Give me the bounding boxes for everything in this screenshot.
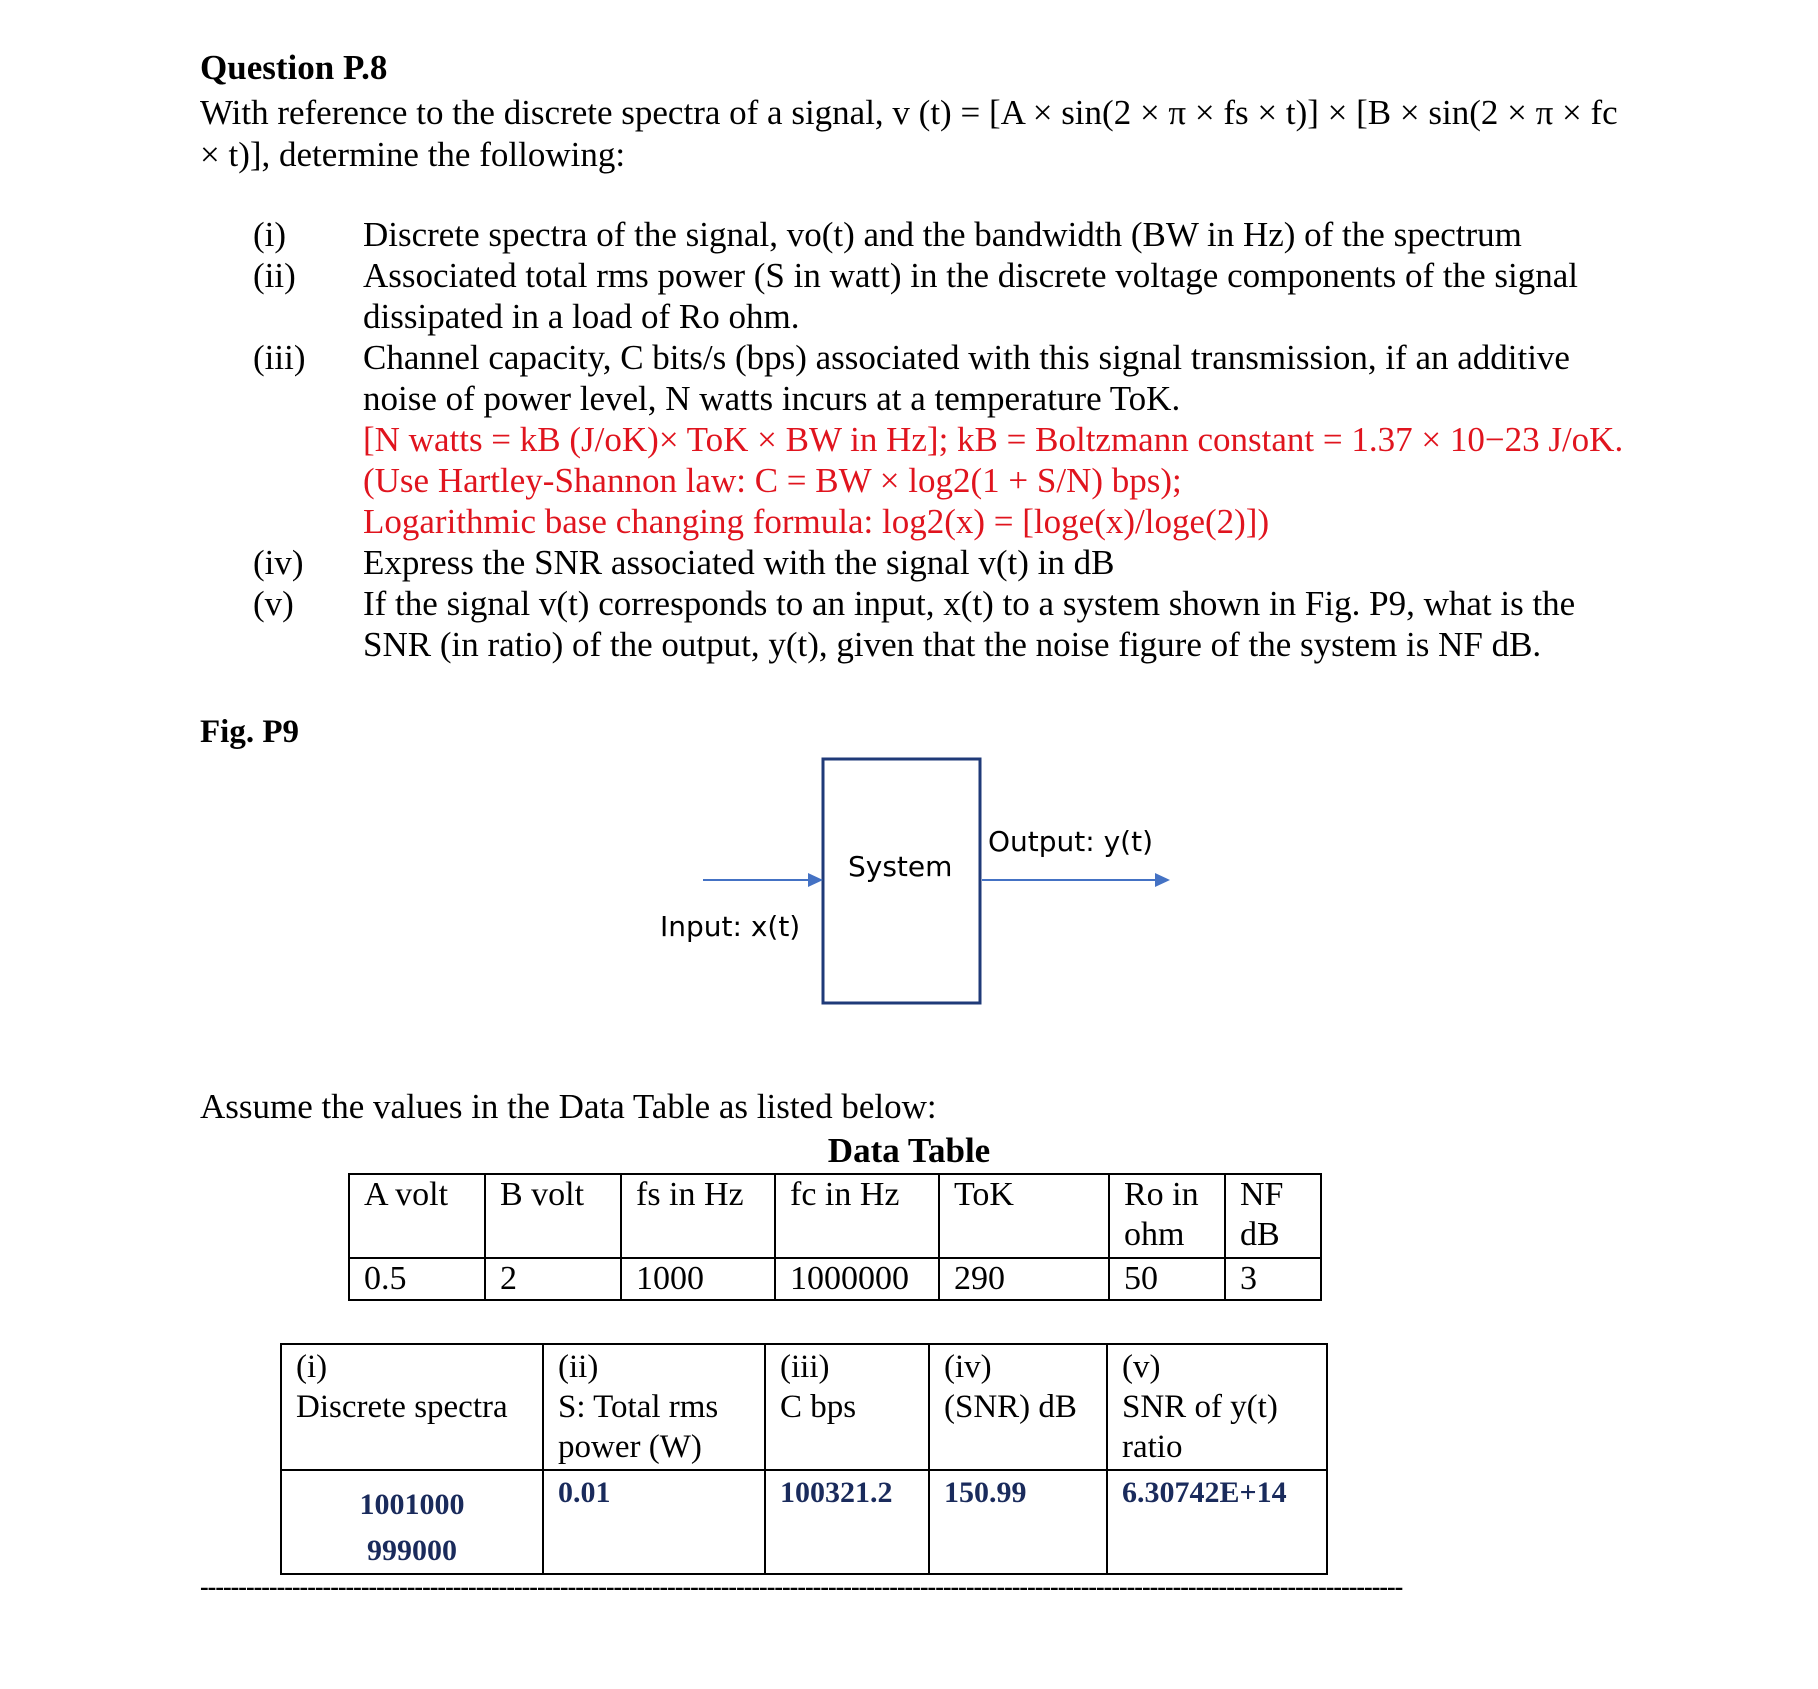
answer-header-v: [1107, 1344, 1327, 1470]
header-label: (SNR) dB: [944, 1389, 1077, 1425]
answer-capacity: 100321.2: [765, 1470, 929, 1574]
data-table: [348, 1173, 1322, 1301]
item-number: (i): [253, 215, 287, 254]
figure-label: Fig. P9: [200, 714, 299, 750]
note-log-formula: Logarithmic base changing formula: log2(x) = [loge(x)/loge(2)]): [363, 502, 1270, 541]
spectra-upper: 1001000: [359, 1488, 465, 1521]
header-nf: NF dB: [1225, 1174, 1321, 1258]
output-label: Output: y(t): [988, 825, 1153, 858]
answer-table: [280, 1343, 1328, 1575]
answer-header-iv: [929, 1344, 1107, 1470]
value-nf: 3: [1225, 1258, 1321, 1300]
value-a-volt: 0.5: [349, 1258, 485, 1300]
spectra-lower: 999000: [367, 1534, 457, 1567]
answer-header-ii: [543, 1344, 765, 1470]
header-number: (iii): [780, 1349, 830, 1385]
item-number: (v): [253, 584, 294, 623]
question-title: Question P.8: [200, 48, 388, 87]
value-fc: 1000000: [775, 1258, 939, 1300]
answer-snr-db: 150.99: [929, 1470, 1107, 1574]
question-intro: With reference to the discrete spectra of a signal, v (t) = [A × sin(2 × π × fs × t)] × [B × sin(2 × π × fc × t)], determine the following:: [200, 93, 1618, 174]
item-number: (ii): [253, 256, 296, 295]
item-number: (iv): [253, 543, 304, 582]
item-text: If the signal v(t) corresponds to an input, x(t) to a system shown in Fig. P9, what is the SNR (in ratio) of the output, y(t), given that the noise figure of the system is NF dB.: [363, 584, 1576, 664]
note-shannon-law: (Use Hartley-Shannon law: C = BW × log2(1 + S/N) bps);: [363, 461, 1182, 500]
answer-power: 0.01: [543, 1470, 765, 1574]
value-temp: 290: [939, 1258, 1109, 1300]
header-label: C bps: [780, 1389, 857, 1425]
data-table-title: Data Table: [827, 1131, 991, 1170]
answer-spectra: [281, 1470, 543, 1574]
header-temp: ToK: [939, 1174, 1109, 1258]
header-number: (i): [296, 1349, 328, 1385]
note-noise-formula: [N watts = kB (J/oK)× ToK × BW in Hz]; kB = Boltzmann constant = 1.37 × 10−23 J/oK.: [363, 420, 1624, 459]
header-ro: Ro in ohm: [1109, 1174, 1225, 1258]
answer-table-header-row: [281, 1344, 1327, 1470]
input-label: Input: x(t): [660, 910, 801, 943]
header-number: (ii): [558, 1349, 599, 1385]
answer-snr-ratio: 6.30742E+14: [1107, 1470, 1327, 1574]
separator-line: -------------------------------------------------------------------------------------------------------------------------------------------------------------: [200, 1572, 1403, 1601]
input-arrow-head: [808, 873, 823, 887]
header-b-volt: B volt: [485, 1174, 621, 1258]
header-a-volt: A volt: [349, 1174, 485, 1258]
value-b-volt: 2: [485, 1258, 621, 1300]
value-ro: 50: [1109, 1258, 1225, 1300]
assume-text: Assume the values in the Data Table as listed below:: [200, 1087, 937, 1126]
header-number: (v): [1122, 1349, 1161, 1385]
output-arrow-head: [1155, 873, 1170, 887]
answer-header-iii: [765, 1344, 929, 1470]
header-fc: fc in Hz: [775, 1174, 939, 1258]
header-label: S: Total rms power (W): [558, 1389, 719, 1465]
item-number: (iii): [253, 338, 306, 377]
data-table-header-row: [349, 1174, 1321, 1258]
header-label: Discrete spectra: [296, 1389, 508, 1425]
answer-table-value-row: [281, 1470, 1327, 1574]
item-text: Associated total rms power (S in watt) in the discrete voltage components of the signal dissipated in a load of Ro ohm.: [363, 256, 1578, 336]
system-label: System: [848, 850, 953, 883]
item-text: Channel capacity, C bits/s (bps) associated with this signal transmission, if an additive noise of power level, N watts incurs at a temperature ToK.: [363, 338, 1570, 418]
item-text: Discrete spectra of the signal, vo(t) and the bandwidth (BW in Hz) of the spectrum: [363, 215, 1522, 254]
value-fs: 1000: [621, 1258, 775, 1300]
data-table-value-row: [349, 1258, 1321, 1300]
header-fs: fs in Hz: [621, 1174, 775, 1258]
header-number: (iv): [944, 1349, 992, 1385]
header-label: SNR of y(t) ratio: [1122, 1389, 1278, 1465]
answer-header-i: [281, 1344, 543, 1470]
item-text: Express the SNR associated with the signal v(t) in dB: [363, 543, 1115, 582]
